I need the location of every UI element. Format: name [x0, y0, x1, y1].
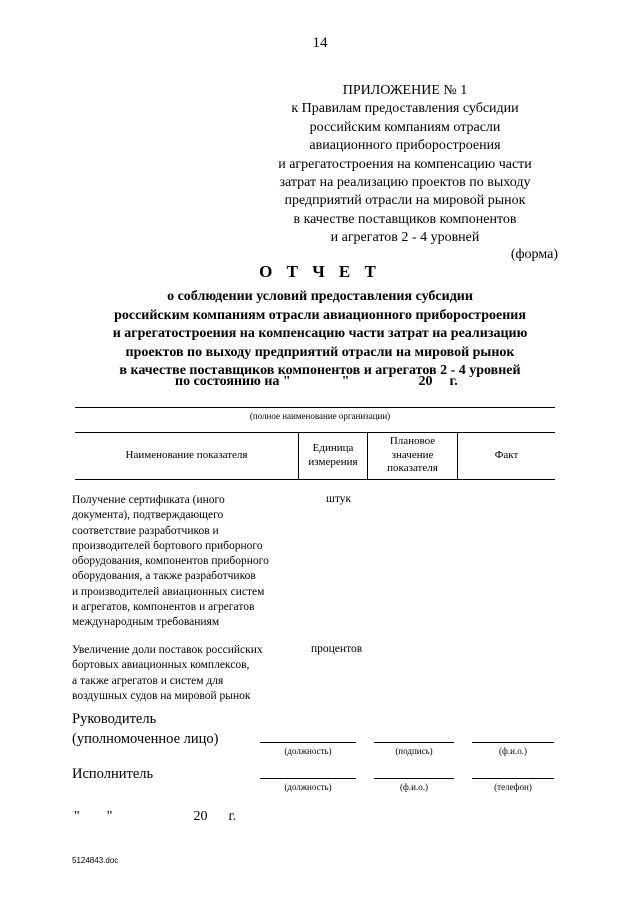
executor-phone-line	[472, 778, 554, 779]
subtitle-line: и агрегатостроения на компенсацию части затрат на реализацию	[112, 326, 528, 342]
head-label-line: (уполномоченное лицо)	[72, 731, 219, 747]
executor-position-line	[260, 778, 356, 779]
table-top-border	[75, 432, 555, 433]
executor-position-label: (должность)	[284, 782, 332, 792]
head-name-label: (ф.и.о.)	[499, 746, 527, 756]
as-of-year-suffix: г.	[449, 374, 458, 389]
row-indicator-line: а также агрегатов и систем для	[72, 674, 224, 687]
date-quote-open: "	[74, 809, 80, 824]
subtitle-line: российским компаниям отрасли авиационного приборостроения	[114, 307, 526, 323]
row-indicator-line: международным требованиям	[72, 616, 220, 629]
org-name-label: (полное наименование организации)	[249, 411, 391, 421]
as-of-quote-close: "	[341, 374, 350, 389]
appendix-line: российским компаниям отрасли	[309, 119, 501, 135]
subtitle-line: в качестве поставщиков компонентов и агрегатов 2 - 4 уровней	[119, 363, 521, 379]
as-of-date	[175, 374, 458, 390]
executor-name-label: (ф.и.о.)	[400, 782, 428, 792]
header-fact: Факт	[494, 449, 519, 461]
head-label	[72, 709, 219, 749]
header-unit-line: измерения	[308, 455, 358, 468]
appendix-header	[240, 82, 570, 248]
row-indicator-line: соответствие разработчиков и	[72, 524, 219, 537]
row-indicator-line: оборудования, а также разработчиков	[72, 570, 256, 583]
row-indicator-line: воздушных судов на мировой рынок	[72, 689, 251, 702]
report-title: О Т Ч Е Т	[259, 262, 381, 281]
head-name-line	[472, 742, 554, 743]
appendix-title: ПРИЛОЖЕНИЕ № 1	[342, 83, 468, 98]
executor-name-line	[374, 778, 454, 779]
appendix-line: и агрегатостроения на компенсацию части	[278, 156, 532, 172]
header-planned-line: показателя	[387, 462, 438, 474]
header-indicator: Наименование показателя	[125, 449, 248, 461]
appendix-line: авиационного приборостроения	[309, 138, 501, 154]
table-row	[72, 493, 302, 631]
header-planned	[368, 435, 457, 476]
row-indicator-line: производителей бортового приборного	[72, 539, 263, 552]
table-header-bottom-border	[75, 479, 555, 480]
appendix-line: предприятий отрасли на мировой рынок	[284, 193, 526, 209]
head-signature-line	[374, 742, 454, 743]
head-position-label: (должность)	[284, 746, 332, 756]
row-unit: штук	[326, 493, 352, 505]
table-row	[72, 643, 302, 704]
row-indicator-line: оборудования, компонентов приборного	[72, 555, 269, 568]
executor-phone-label: (телефон)	[494, 782, 532, 792]
as-of-year: 20	[418, 374, 433, 389]
date-line	[74, 809, 236, 825]
document-id: 5124843.doc	[72, 856, 119, 865]
form-label: (форма)	[510, 247, 558, 262]
header-planned-line: Плановое	[389, 435, 436, 447]
header-unit	[299, 442, 367, 469]
row-indicator-line: Получение сертификата (иного	[72, 494, 225, 506]
header-unit-line: Единица	[312, 442, 354, 454]
row-indicator-line: и агрегатов, компонентов и агрегатов	[72, 601, 255, 614]
appendix-line: в качестве поставщиков компонентов	[293, 211, 517, 227]
row-unit: процентов	[311, 643, 363, 655]
page-number: 14	[312, 35, 328, 51]
appendix-line: к Правилам предоставления субсидии	[291, 101, 519, 117]
head-position-line	[260, 742, 356, 743]
row-indicator-line: бортовых авиационных комплексов,	[72, 659, 250, 672]
date-quote-close: "	[106, 809, 113, 824]
report-subtitle	[70, 288, 570, 381]
appendix-line: затрат на реализацию проектов по выходу	[279, 175, 531, 191]
subtitle-line: проектов по выходу предприятий отрасли на мировой рынок	[125, 344, 515, 360]
appendix-line: и агрегатов 2 - 4 уровней	[330, 230, 480, 246]
row-indicator-line: документа), подтверждающего	[72, 509, 224, 522]
head-label-line: Руководитель	[72, 711, 157, 727]
org-name-line	[75, 407, 555, 408]
executor-label: Исполнитель	[72, 766, 154, 782]
date-year-suffix: г.	[228, 809, 237, 824]
head-signature-label: (подпись)	[395, 746, 433, 756]
row-indicator-line: Увеличение доли поставок российских	[72, 644, 263, 656]
header-planned-line: значение	[391, 448, 434, 461]
date-year: 20	[193, 809, 208, 824]
row-indicator-line: и производителей авиационных систем	[72, 585, 265, 598]
subtitle-line: о соблюдении условий предоставления субсидии	[167, 289, 473, 304]
as-of-prefix: по состоянию на "	[175, 374, 291, 389]
